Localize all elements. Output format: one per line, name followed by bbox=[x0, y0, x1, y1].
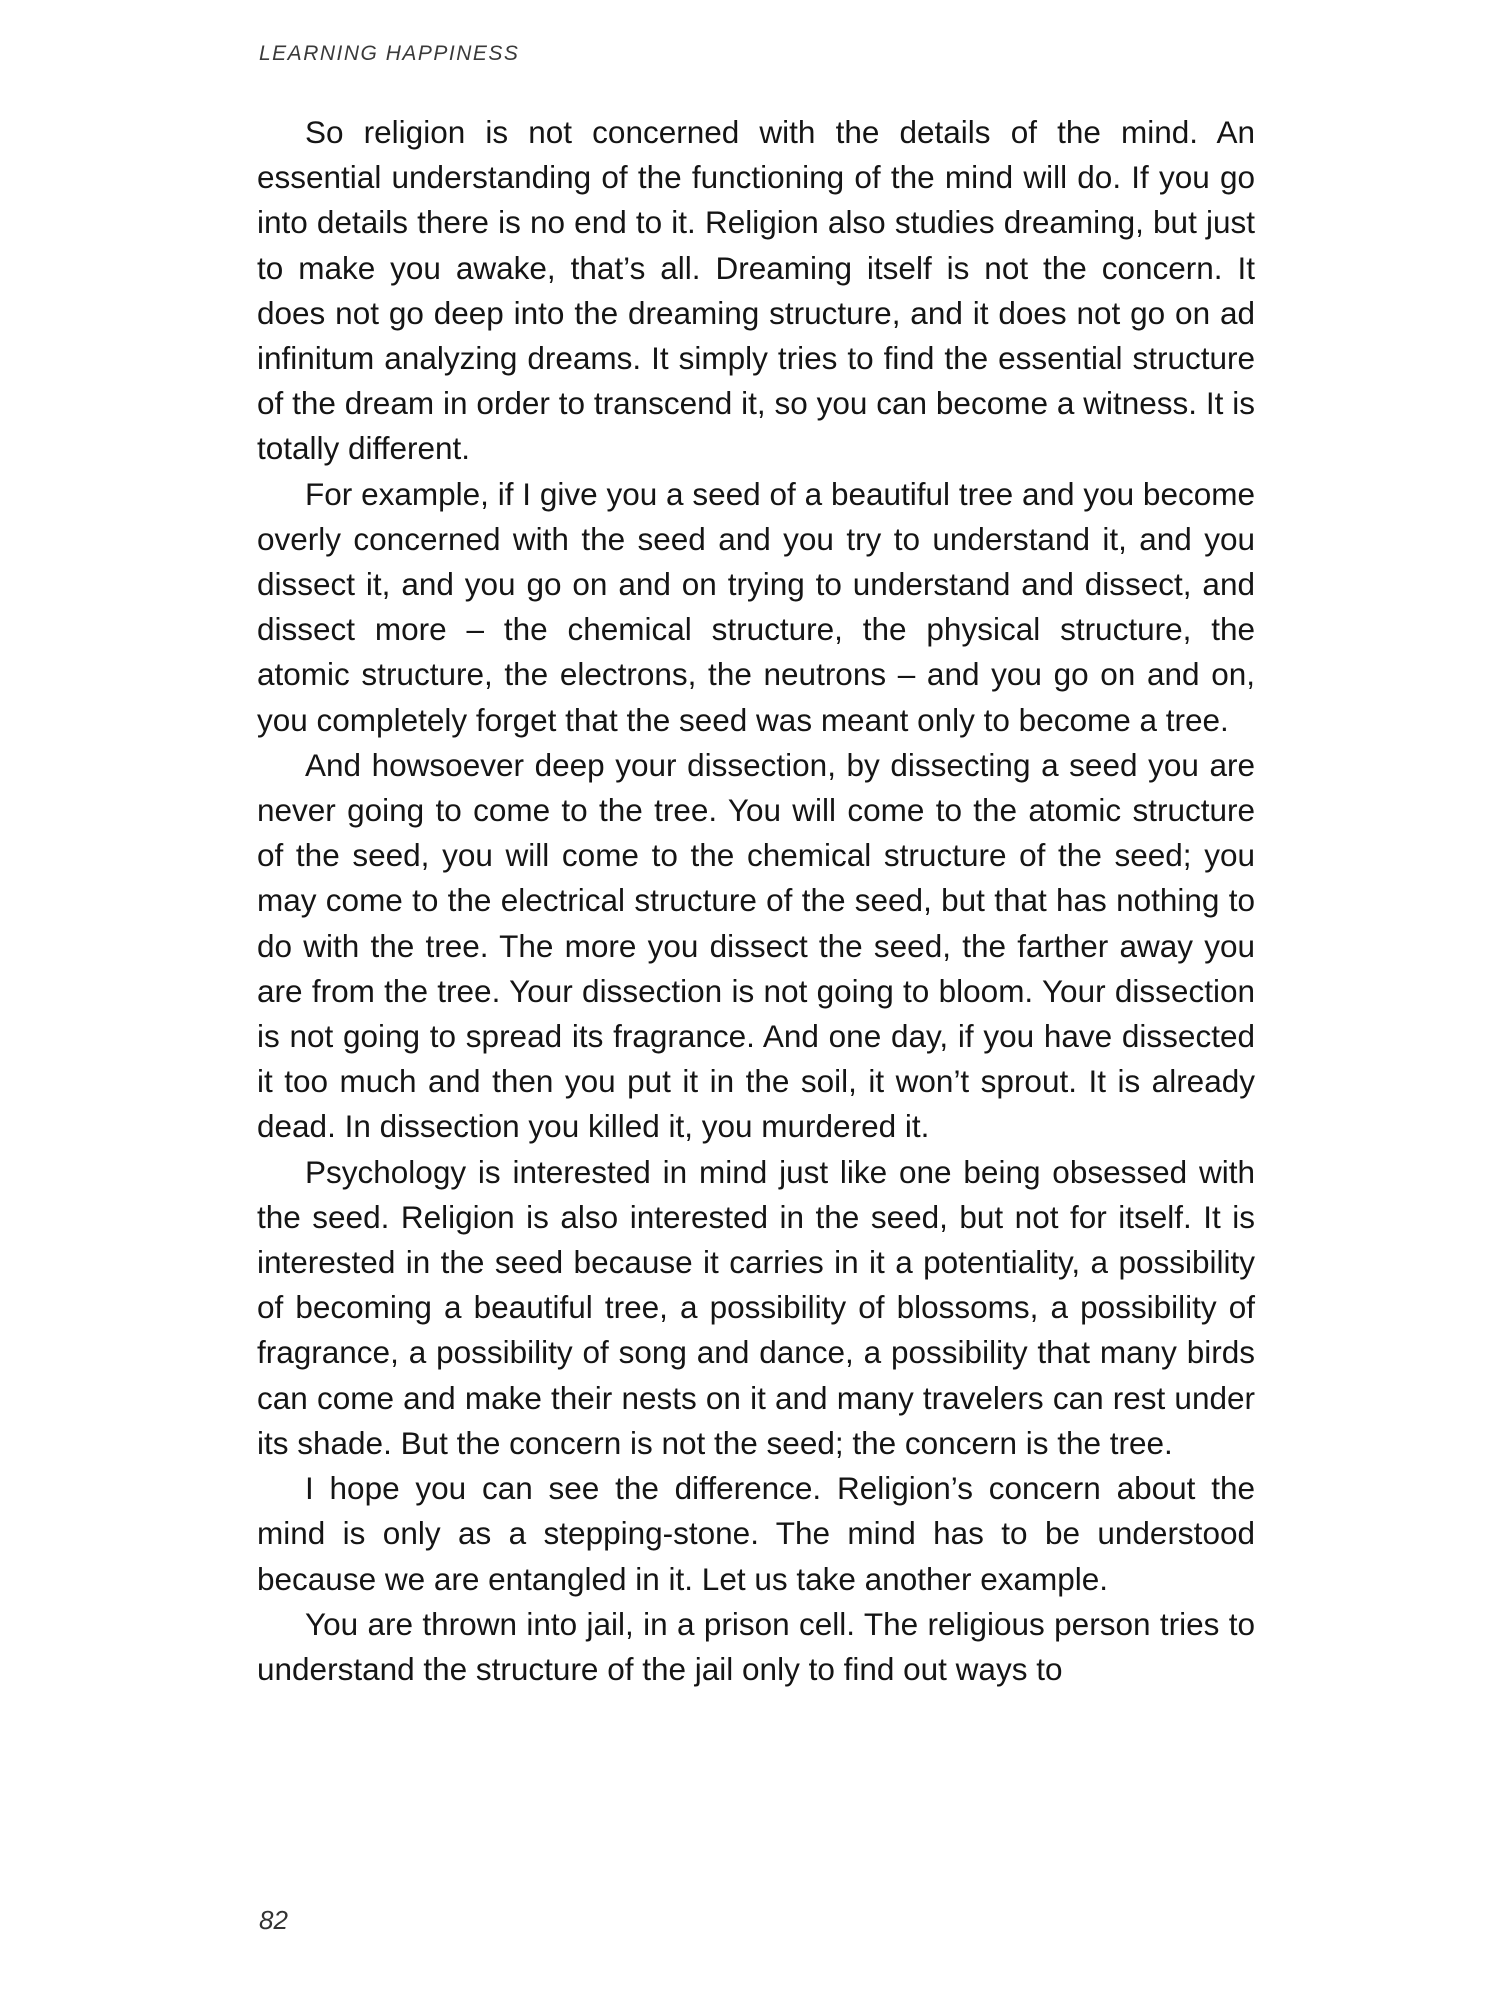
paragraph: So religion is not concerned with the details of the mind. An essential understanding of the functioning of the mind will do. If you go into details there is no end to it. Religion also studies dreaming, but just to make you awake, that’s all. Dreaming itself is not the concern. It does not go deep into the dreaming structure, and it does not go on ad infinitum analyzing dreams. It simply tries to find the essential structure of the dream in order to transcend it, so you can become a witness. It is totally different. bbox=[257, 114, 1255, 467]
running-head: LEARNING HAPPINESS bbox=[259, 42, 520, 65]
paragraph: You are thrown into jail, in a prison cell. The religious person tries to understand the structure of the jail only to find out ways to bbox=[257, 1605, 1255, 1687]
body-text bbox=[257, 110, 1255, 1692]
paragraph: I hope you can see the difference. Religion’s concern about the mind is only as a stepping-stone. The mind has to be understood because we are entangled in it. Let us take another example. bbox=[257, 1470, 1255, 1597]
paragraph: For example, if I give you a seed of a beautiful tree and you become overly concerned with the seed and you try to understand it, and you dissect it, and you go on and on trying to understand and dissect, and dissect more – the chemical structure, the physical structure, the atomic structure, the electrons, the neutrons – and you go on and on, you completely forget that the seed was meant only to become a tree. bbox=[257, 475, 1255, 738]
page-number: 82 bbox=[259, 1905, 288, 1935]
paragraph: And howsoever deep your dissection, by dissecting a seed you are never going to come to the tree. You will come to the atomic structure of the seed, you will come to the chemical structure of the seed; you may come to the electrical structure of the seed, but that has nothing to do with the tree. The more you dissect the seed, the farther away you are from the tree. Your dissection is not going to bloom. Your dissection is not going to spread its fragrance. And one day, if you have dissected it too much and then you put it in the soil, it won’t sprout. It is already dead. In dissection you killed it, you murdered it. bbox=[257, 746, 1255, 1145]
paragraph: Psychology is interested in mind just like one being obsessed with the seed. Religion is also interested in the seed, but not for itself. It is interested in the seed because it carries in it a potentiality, a possibility of becoming a beautiful tree, a possibility of blossoms, a possibility of fragrance, a possibility of song and dance, a possibility that many birds can come and make their nests on it and many travelers can rest under its shade. But the concern is not the seed; the concern is the tree. bbox=[257, 1153, 1255, 1461]
